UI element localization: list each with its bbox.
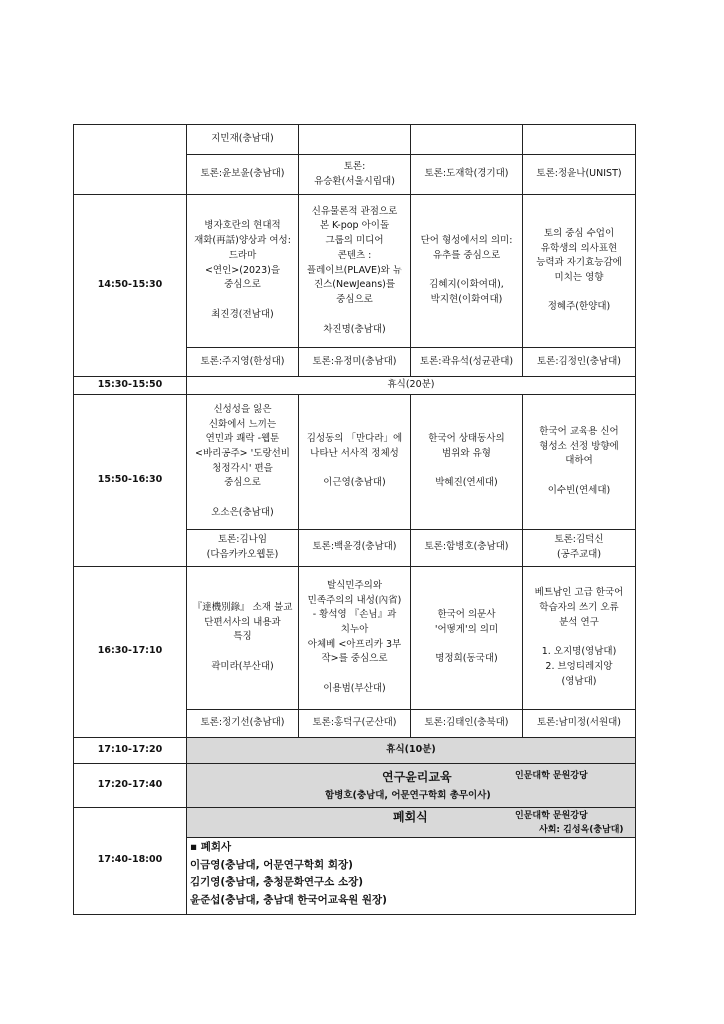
closing-title: 폐회식 <box>393 810 428 825</box>
ethics-cell <box>187 763 636 807</box>
time-slot: 15:50-16:30 <box>74 394 187 566</box>
discussant-cell: 토론:김덕신 (공주교대) <box>523 529 636 566</box>
schedule-table <box>73 124 636 915</box>
paper-cell: 신성성을 잃은 신화에서 느끼는 연민과 쾌락 -웹툰 <바리공주> '도랑선비 청정각시' 편을 중심으로 오소은(충남대) <box>187 394 299 529</box>
paper-cell: 『達機別錄』 소재 불교 단편서사의 내용과 특징 곽미라(부산대) <box>187 566 299 709</box>
discussant-cell: 토론:주지영(한성대) <box>187 348 299 377</box>
time-slot: 17:40-18:00 <box>74 807 187 914</box>
time-slot: 17:20-17:40 <box>74 763 187 807</box>
break-row <box>74 737 636 763</box>
paper-cell: 신유물론적 관점으로 본 K-pop 아이돌 그룹의 미디어 콘텐츠 : 플레이브(PLAVE)와 뉴 진스(NewJeans)를 중심으로 차진명(충남대) <box>299 195 411 348</box>
ethics-venue: 인문대학 문원강당 <box>515 771 588 782</box>
closing-host: 사회: 김성옥(충남대) <box>539 825 624 836</box>
presenter-cell: 지민재(충남대) <box>187 125 299 155</box>
discussant-cell: 토론:정기선(충남대) <box>187 709 299 737</box>
closing-speaker: 이금영(충남대, 어문연구학회 회장) <box>190 858 353 871</box>
paper-cell: 한국어 의문사 '어떻게'의 의미 명정희(동국대) <box>411 566 523 709</box>
closing-speaker: 김기영(충남대, 충청문화연구소 소장) <box>190 876 364 889</box>
table-row <box>74 125 636 155</box>
paper-cell: 한국어 교육용 신어 형성소 선정 방향에 대하여 이수빈(연세대) <box>523 394 636 529</box>
paper-cell: 베트남인 고급 한국어 학습자의 쓰기 오류 분석 연구 1. 오지명(영남대) 2. 브엉티레지앙 (영남대) <box>523 566 636 709</box>
discussant-cell: 토론:김정인(충남대) <box>523 348 636 377</box>
discussant-cell: 토론:김나임 (다음카카오웹툰) <box>187 529 299 566</box>
discussant-cell: 토론:유정미(충남대) <box>299 348 411 377</box>
time-slot: 15:30-15:50 <box>74 377 187 395</box>
session-row <box>74 566 636 709</box>
ethics-title: 연구윤리교육 <box>382 770 452 785</box>
break-label: 휴식(10분) <box>187 737 636 763</box>
discussant-cell: 토론:홍덕구(군산대) <box>299 709 411 737</box>
time-slot: 17:10-17:20 <box>74 737 187 763</box>
paper-cell: 한국어 상태동사의 범위와 유형 박혜진(연세대) <box>411 394 523 529</box>
paper-cell: 김성동의 「만다라」에 나타난 서사적 정체성 이근영(충남대) <box>299 394 411 529</box>
closing-heading: ▪ 폐회사 <box>190 840 232 853</box>
closing-speakers-cell <box>187 837 636 914</box>
discussant-cell: 토론:정윤나(UNIST) <box>523 155 636 195</box>
closing-header-cell <box>187 807 636 837</box>
discussant-cell: 토론:윤보윤(충남대) <box>187 155 299 195</box>
discussant-cell: 토론:함병호(충남대) <box>411 529 523 566</box>
discussant-cell: 토론:남미정(서원대) <box>523 709 636 737</box>
session-row <box>74 394 636 529</box>
session-row <box>74 195 636 348</box>
closing-header-row <box>74 807 636 837</box>
time-slot: 16:30-17:10 <box>74 566 187 737</box>
discussant-cell: 토론:도재학(경기대) <box>411 155 523 195</box>
discussant-cell: 토론: 유승환(서울시립대) <box>299 155 411 195</box>
discussant-cell: 토론:백윤경(충남대) <box>299 529 411 566</box>
paper-cell: 토의 중심 수업이 유학생의 의사표현 능력과 자기효능감에 미치는 영향 정혜주(한양대) <box>523 195 636 348</box>
discussant-cell: 토론:곽유석(성균관대) <box>411 348 523 377</box>
time-cell-empty <box>74 125 187 195</box>
ethics-speaker: 함병호(충남대, 어문연구학회 총무이사) <box>325 790 491 802</box>
discussant-cell: 토론:김태인(충북대) <box>411 709 523 737</box>
time-slot: 14:50-15:30 <box>74 195 187 377</box>
break-row <box>74 377 636 395</box>
closing-venue: 인문대학 문원강당 <box>515 811 588 822</box>
paper-cell: 단어 형성에서의 의미: 유추를 중심으로 김혜지(이화여대), 박지현(이화여대) <box>411 195 523 348</box>
ethics-row <box>74 763 636 807</box>
paper-cell: 탈식민주의와 민족주의의 내성(內省) - 황석영 『손님』과 치누아 아체베 <아프리카 3부 작>를 중심으로 이용범(부산대) <box>299 566 411 709</box>
paper-cell: 병자호란의 현대적 재화(再話)양상과 여성: 드라마 <연인>(2023)을 중심으로 최진경(전남대) <box>187 195 299 348</box>
closing-speaker: 윤준섭(충남대, 충남대 한국어교육원 원장) <box>190 894 387 907</box>
break-label: 휴식(20분) <box>187 377 636 395</box>
